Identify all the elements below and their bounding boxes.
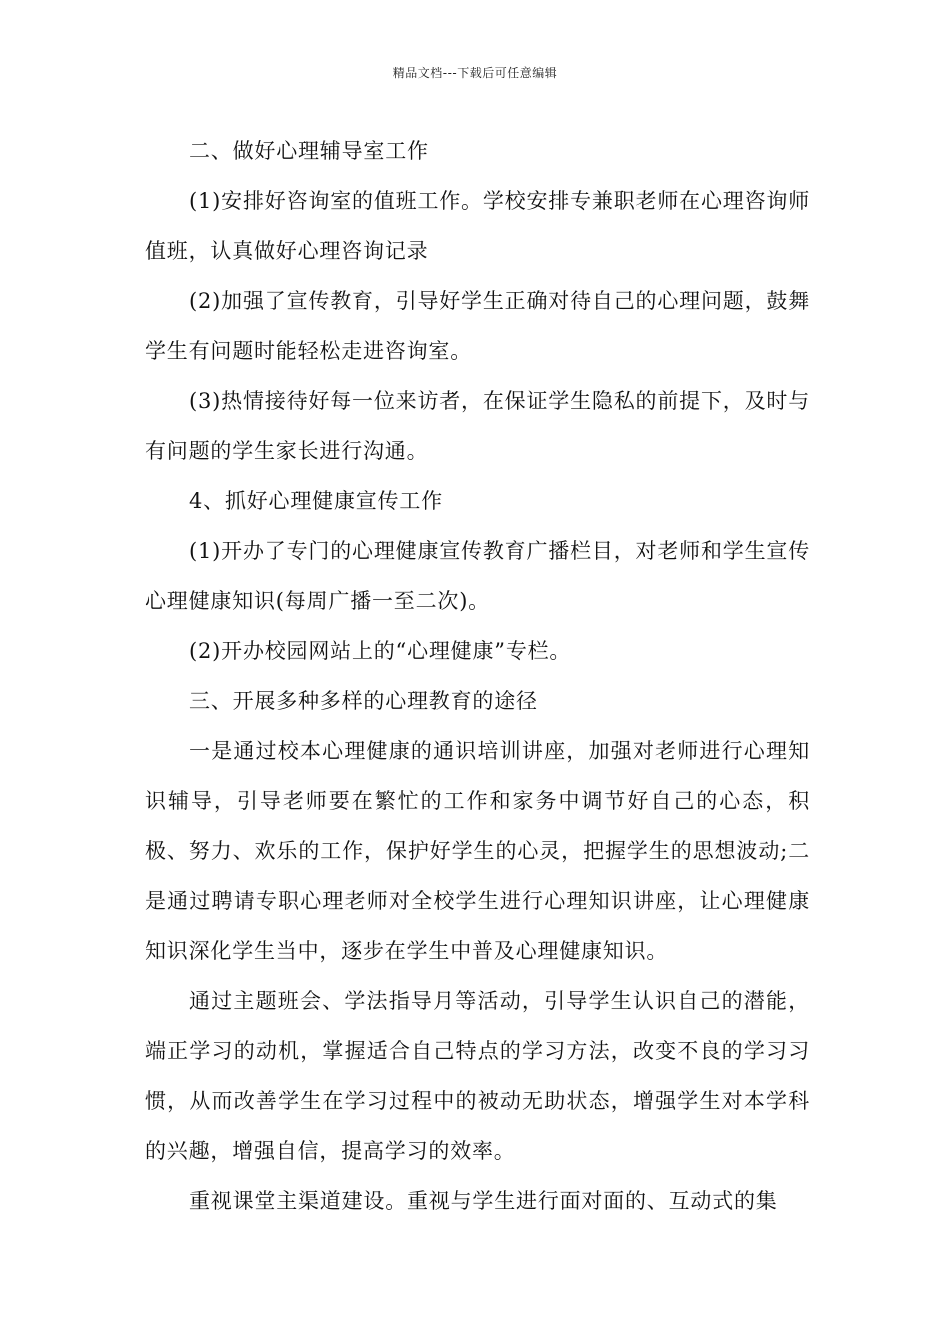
section-heading-health-publicity: 4、抓好心理健康宣传工作: [189, 489, 443, 513]
paragraph-website-column: (2)开办校园网站上的“心理健康”专栏。: [189, 639, 572, 663]
paragraph-classroom-channel: 重视课堂主渠道建设。重视与学生进行面对面的、互动式的集: [189, 1189, 778, 1213]
paragraph-publicity-education: (2)加强了宣传教育，引导好学生正确对待自己的心理问题，鼓舞学生有问题时能轻松走进咨询室。: [145, 289, 810, 363]
document-body: [145, 126, 810, 1226]
paragraph-duty-schedule: (1)安排好咨询室的值班工作。学校安排专兼职老师在心理咨询师值班，认真做好心理咨询记录: [145, 189, 810, 263]
paragraph-visitor-reception: (3)热情接待好每一位来访者，在保证学生隐私的前提下，及时与有问题的学生家长进行沟通。: [145, 389, 810, 463]
page-header: 精品文档---下载后可任意编辑: [392, 66, 558, 80]
section-heading-counseling-room: 二、做好心理辅导室工作: [189, 139, 429, 163]
paragraph-lectures: 一是通过校本心理健康的通识培训讲座，加强对老师进行心理知识辅导，引导老师要在繁忙的工作和家务中调节好自己的心态，积极、努力、欢乐的工作，保护好学生的心灵，把握学生的思想波动;二是通过聘请专职心理老师对全校学生进行心理知识讲座，让心理健康知识深化学生当中，逐步在学生中普及心理健康知识。: [145, 739, 810, 963]
paragraph-class-meetings: 通过主题班会、学法指导月等活动，引导学生认识自己的潜能，端正学习的动机，掌握适合自己特点的学习方法，改变不良的学习习惯，从而改善学生在学习过程中的被动无助状态，增强学生对本学科的兴趣，增强自信，提高学习的效率。: [145, 989, 810, 1163]
section-heading-education-approaches: 三、开展多种多样的心理教育的途径: [189, 689, 538, 713]
paragraph-broadcast-program: (1)开办了专门的心理健康宣传教育广播栏目，对老师和学生宣传心理健康知识(每周广播一至二次)。: [145, 539, 810, 613]
